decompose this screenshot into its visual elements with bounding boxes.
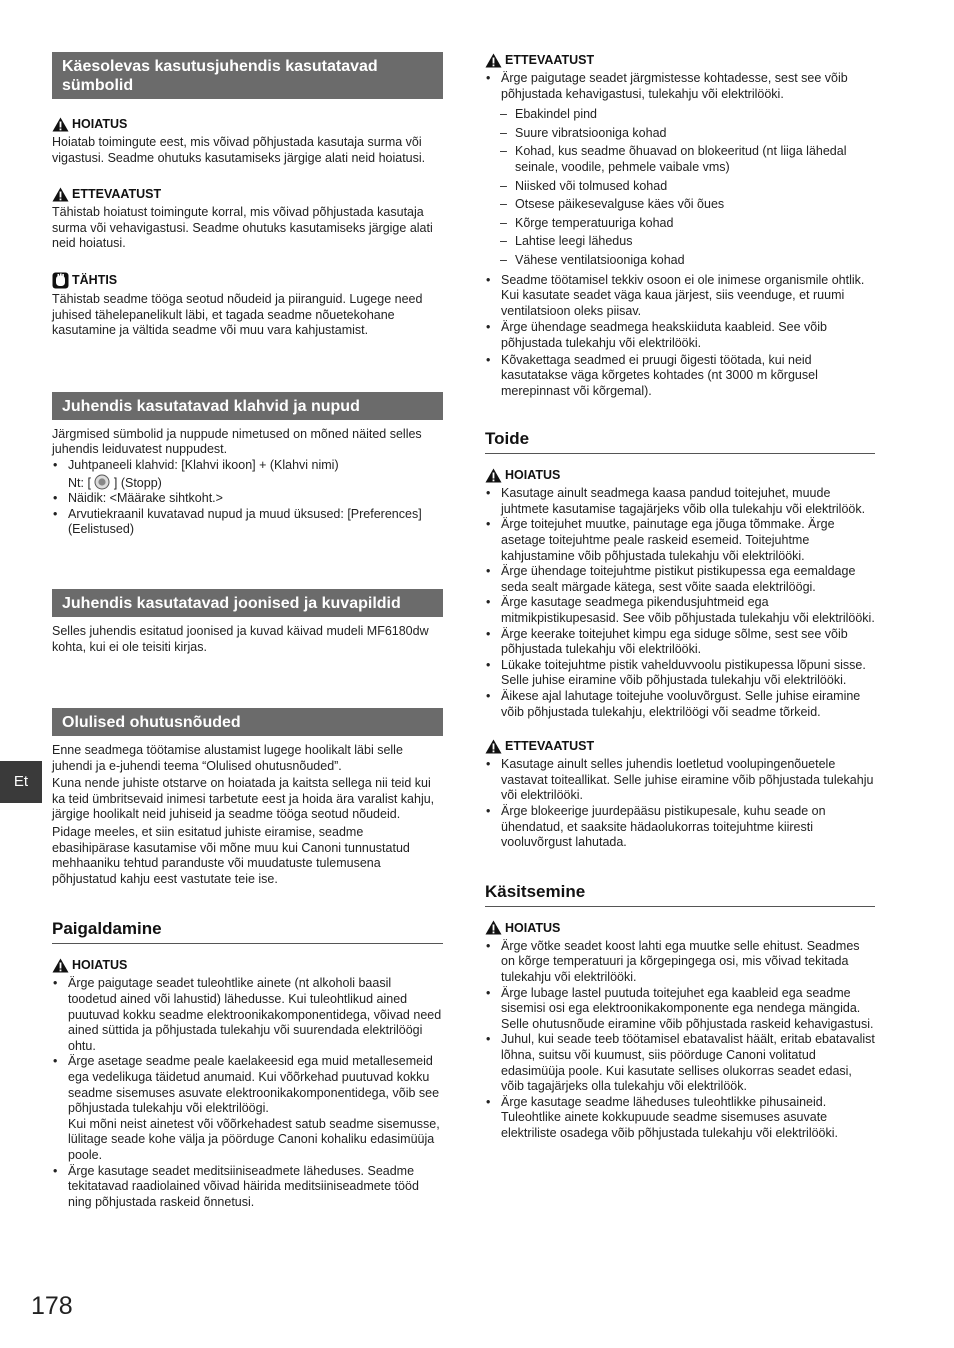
list-item: • Ärge kasutage seadet meditsiiniseadmete läheduses. Seadme tekitatavad raadiolained võivad häirida meditsiiniseadmete tööd ning põhjustada raskeid õnnetusi.	[52, 1164, 443, 1211]
section-images-title: Juhendis kasutatavad joonised ja kuvapildid	[52, 589, 443, 617]
list-item: • Ärge ühendage toitejuhtme pistikut pistikupessa ega eemaldage seda sealt märgade kätega, sest võite saada elektrilöögi.	[485, 564, 875, 595]
caution-label: ETTEVAATUST	[485, 738, 875, 754]
power-caution-list	[485, 757, 875, 851]
list-item: • Juhtpaneeli klahvid: [Klahvi ikoon] + (Klahvi nimi) Nt: [ ] (Stopp)	[52, 458, 443, 491]
right-column	[485, 52, 875, 1141]
installation-warning-list	[52, 976, 443, 1210]
location-list	[485, 107, 875, 268]
stop-key-icon	[94, 474, 110, 490]
list-item: • Ärge võtke seadet koost lahti ega muutke selle ehitust. Seadmes on kõrge temperatuuri ja kõrgepingega osi, mis võivad tekitada tulekahju või elektrilööki.	[485, 939, 875, 986]
language-tab: Et	[0, 761, 42, 803]
list-item: – Ebakindel pind	[485, 107, 875, 123]
power-warning-list	[485, 486, 875, 720]
section-safety-title: Olulised ohutusnõuded	[52, 708, 443, 736]
warning-label: HOIATUS	[485, 920, 875, 936]
list-item: • Ärge lubage lastel puutuda toitejuhet ega kaableid ega seadme sisemisi osi ega elektroonikakomponente ega nendega mängida. Selle ohutusnõude eiramine võib põhjustada raskeid kehavigastusi.	[485, 986, 875, 1033]
list-item: – Kohad, kus seadme õhuavad on blokeeritud (nt liiga lähedal seinale, voodile, pehmele vaibale vms)	[485, 144, 875, 175]
list-item: – Vähese ventilatsiooniga kohad	[485, 253, 875, 269]
warning-triangle-icon	[485, 468, 502, 483]
list-item: • Ärge paigutage seadet järgmistesse kohtadesse, sest see võib põhjustada kehavigastusi, tulekahju või elektrilööki. – Ebakindel pind – Suure vibratsiooniga kohad – Kohad, kus seadme õhuavad on blokeeritud (nt liiga lähedal seinale, voodile, pehmele vaibale vms) – Niisked või tolmused kohad – Otsese päikesevalguse käes või õues – Kõrge temperatuuriga kohad – Lahtise leegi lähedus – Vähese ventilatsiooniga kohad	[485, 71, 875, 269]
warning-triangle-icon	[52, 187, 69, 202]
list-item: • Kasutage ainult seadmega kaasa pandud toitejuhet, muude juhtmete kasutamise tagajärjeks võib olla tulekahju või elektrilöök.	[485, 486, 875, 517]
caution-label: ETTEVAATUST	[52, 186, 443, 202]
important-hand-icon	[52, 272, 69, 289]
handling-heading: Käsitsemine	[485, 882, 875, 907]
list-item: • Ärge keerake toitejuhet kimpu ega siduge sõlme, sest see võib põhjustada tulekahju või elektrilööki.	[485, 627, 875, 658]
warning-triangle-icon	[52, 117, 69, 132]
list-item: • Ärge asetage seadme peale kaelakeesid ega muid metallesemeid ega vedelikuga täidetud anumaid. Kui võõrkehad puutuvad kokku seadme sisemuses asuvate elektroonikakomponentidega, võib see põhjustada tulekahju või elektrilöögi. Kui mõni neist ainetest või võõrkehadest satub seadme sisemusse, lülitage seade kohe välja ja pöörduge Canoni kohaliku edasimüüja poole.	[52, 1054, 443, 1163]
important-label: TÄHTIS	[52, 272, 443, 289]
keys-intro: Järgmised sümbolid ja nuppude nimetused on mõned näited selles juhendis leiduvatest nuppudest.	[52, 426, 422, 457]
installation-caution-list	[485, 71, 875, 399]
section-keys-title: Juhendis kasutatavad klahvid ja nupud	[52, 392, 443, 420]
warning-label: HOIATUS	[485, 467, 875, 483]
list-item: • Ärge paigutage seadet tuleohtlike ainete (nt alkoholi baasil toodetud ained või lahustid) lähedusse. Kui tuleohtlikud ained puutuvad kokku seadme elektroonikakomponentidega, võivad need ained süttida ja põhjustada tulekahju või suurendada elektrilöögi ohtu.	[52, 976, 443, 1054]
list-item: • Ärge blokeerige juurdepääsu pistikupesale, kuhu seade on ühendatud, et saaksite hädaolukorras toitejuhtme kiiresti vooluvõrgust lahutada.	[485, 804, 875, 851]
warning-triangle-icon	[485, 53, 502, 68]
list-item: – Suure vibratsiooniga kohad	[485, 126, 875, 142]
important-description: Tähistab seadme tööga seotud nõudeid ja piiranguid. Lugege need juhised tähelepanelikult läbi, et tagada seadme nõuetekohane kasutamine ja vältida seadme või muu vara kahjustamist.	[52, 291, 423, 338]
list-item: • Seadme töötamisel tekkiv osoon ei ole inimese organismile ohtlik. Kui kasutate seadet väga kaua järjest, siis veenduge, et ruumi ventilatsioon oleks piisav.	[485, 273, 875, 320]
caution-description: Tähistab hoiatust toimingute korral, mis võivad põhjustada kasutaja surma või vehavigastusi. Seadme ohutuks kasutamiseks järgige alati neid hoiatusi.	[52, 205, 433, 251]
warning-triangle-icon	[485, 739, 502, 754]
images-text: Selles juhendis esitatud joonised ja kuvad käivad mudeli MF6180dw kohta, kui ei ole teisiti kirjas.	[52, 623, 429, 654]
handling-warning-list	[485, 939, 875, 1142]
keys-list	[52, 458, 443, 538]
warning-description: Hoiatab toimingute eest, mis võivad põhjustada kasutaja surma või vigastusi. Seadme ohutuks kasutamiseks järgige alati neid hoiatusi.	[52, 135, 426, 165]
list-item: – Lahtise leegi lähedus	[485, 234, 875, 250]
section-symbols-title: Käesolevas kasutusjuhendis kasutatavad sümbolid	[52, 52, 443, 99]
warning-triangle-icon	[485, 920, 502, 935]
safety-paragraph: Kuna nende juhiste otstarve on hoiatada ja kaitsta sellega nii teid kui ka teid ümbritsevaid inimesi tarbetute eest ja hoida ära varalist kahju, järgige hoolikalt neid juhiseid ja seadme tööga seotud nõudeid.	[52, 776, 435, 822]
list-item: • Ärge kasutage seadmega pikendusjuhtmeid ega mitmikpistikupesasid. See võib põhjustada tulekahju või elektrilööki.	[485, 595, 875, 626]
list-item: – Otsese päikesevalguse käes või õues	[485, 197, 875, 213]
safety-paragraph: Enne seadmega töötamise alustamist lugege hoolikalt läbi selle juhendi ja e-juhendi teema “Olulised ohutusnõuded”.	[52, 743, 403, 773]
warning-label: HOIATUS	[52, 116, 443, 132]
safety-paragraph: Pidage meeles, et siin esitatud juhiste eiramise, seadme ebasihipärase kasutamise või mõne muu kui Canoni tunnustatud mehhaaniku tehtud paranduste või muudatuste tulemusena põhjustatud kahju eest vastutate teie ise.	[52, 825, 410, 886]
list-item: • Lükake toitejuhtme pistik vahelduvvoolu pistikupessa lõpuni sisse. Selle juhise eiramine võib põhjustada tulekahju või elektrilööki.	[485, 658, 875, 689]
list-item: • Äikese ajal lahutage toitejuhe vooluvõrgust. Selle juhise eiramine võib põhjustada tulekahju, elektrilöögi või seadme tõrkeid.	[485, 689, 875, 720]
list-item: • Näidik: <Määrake sihtkoht.>	[52, 491, 443, 507]
list-item: • Ärge toitejuhet muutke, painutage ega jõuga tõmmake. Ärge asetage toitejuhtme peale raskeid esemeid. Toitejuhtme kahjustamine võib põhjustada tulekahju või elektrilööki.	[485, 517, 875, 564]
list-item: • Ärge ühendage seadmega heakskiiduta kaableid. See võib põhjustada tulekahju või elektrilööki.	[485, 320, 875, 351]
list-item: • Kõvakettaga seadmed ei pruugi õigesti töötada, kui neid kasutatakse väga kõrgetes kohtades (nt 3000 m kõrgusel merepinnast või kõrgemal).	[485, 353, 875, 400]
warning-triangle-icon	[52, 958, 69, 973]
list-item: • Juhul, kui seade teeb töötamisel ebatavalist häält, eritab ebatavalist lõhna, suitsu või kuumust, siis pöörduge Canoni volitatud edasimüüja poole. Kui kasutate sellises olukorras seadet edasi, võib tagajärjeks olla tulekahju või elektrilöök.	[485, 1032, 875, 1094]
left-column	[52, 52, 443, 1210]
installation-heading: Paigaldamine	[52, 919, 443, 944]
caution-label: ETTEVAATUST	[485, 52, 875, 68]
list-item: – Niisked või tolmused kohad	[485, 179, 875, 195]
power-heading: Toide	[485, 429, 875, 454]
list-item: – Kõrge temperatuuriga kohad	[485, 216, 875, 232]
warning-label: HOIATUS	[52, 957, 443, 973]
list-item: • Arvutiekraanil kuvatavad nupud ja muud üksused: [Preferences] (Eelistused)	[52, 507, 443, 538]
page-number: 178	[31, 1292, 73, 1320]
list-item: • Ärge kasutage seadme läheduses tuleohtlikke pihusaineid. Tuleohtlike ainete kokkupuude seadme sisemuses asuvate elektriliste osadega võib põhjustada tulekahju või elektrilööki.	[485, 1095, 875, 1142]
list-item: • Kasutage ainult selles juhendis loetletud voolupingenõuetele vastavat toiteallikat. Selle juhise eiramine võib põhjustada tulekahju või elektrilööki.	[485, 757, 875, 804]
